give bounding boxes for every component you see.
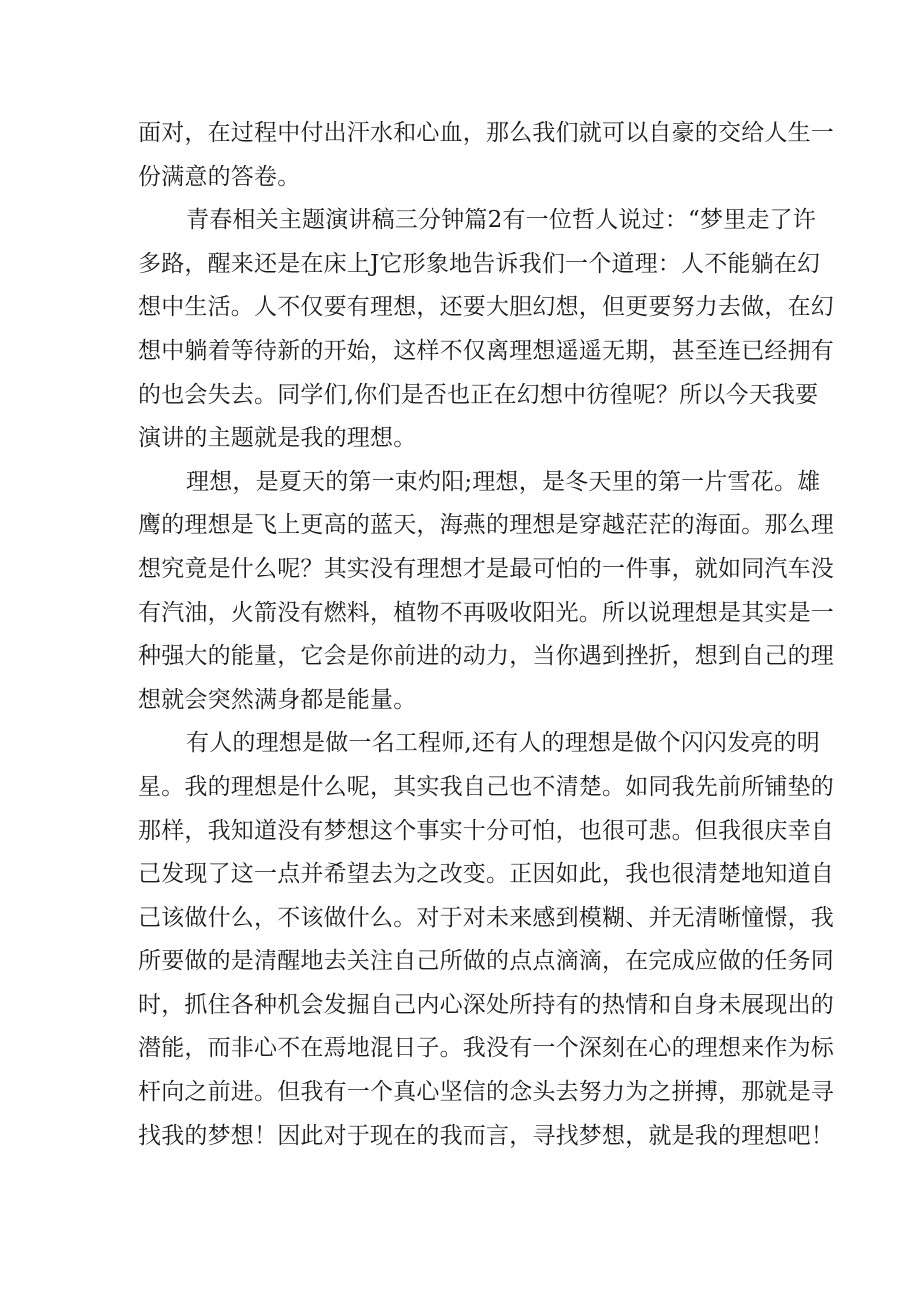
text-line: 杆向之前进。但我有一个真心坚信的念头去努力为之拼搏，那就是寻 (138, 1079, 834, 1106)
text-line: 那样，我知道没有梦想这个事实十分可怕，也很可悲。但我很庆幸自 (138, 817, 834, 844)
text-line: 面对，在过程中付出汗水和心血，那么我们就可以自豪的交给人生一 (138, 120, 834, 146)
paragraph-4 (138, 722, 834, 1158)
text-line: 时，抓住各种机会发掘自己内心深处所持有的热情和自身未展现出的 (138, 991, 834, 1018)
text-line: 潜能，而非心不在焉地混日子。我没有一个深刻在心的理想来作为标 (138, 1035, 834, 1062)
document-page (138, 112, 834, 1158)
paragraph-2 (138, 199, 834, 461)
text-line: 演讲的主题就是我的理想。 (138, 425, 417, 452)
text-line: 份满意的答卷。 (138, 163, 301, 190)
text-line: 有汽油，火箭没有燃料，植物不再吸收阳光。所以说理想是其实是一 (138, 599, 834, 626)
text-line: 己发现了这一点并希望去为之改变。正因如此，我也很清楚地知道自 (138, 861, 834, 888)
paragraph-1 (138, 112, 834, 199)
paragraph-3 (138, 461, 834, 723)
text-line: 多路，醒来还是在床上J它形象地告诉我们一个道理：人不能躺在幻 (138, 250, 821, 277)
text-line: 星。我的理想是什么呢，其实我自己也不清楚。如同我先前所铺垫的 (138, 773, 834, 800)
text-line: 找我的梦想！因此对于现在的我而言，寻找梦想，就是我的理想吧！ (138, 1122, 834, 1149)
text-line: 想究竟是什么呢？其实没有理想才是最可怕的一件事，就如同汽车没 (138, 555, 834, 582)
text-line: 鹰的理想是飞上更高的蓝天，海燕的理想是穿越茫茫的海面。那么理 (138, 512, 834, 539)
text-line: 己该做什么，不该做什么。对于对未来感到模糊、并无清晰憧憬，我 (138, 904, 834, 931)
text-line: 种强大的能量，它会是你前进的动力，当你遇到挫折，想到自己的理 (138, 643, 834, 670)
text-line: 想中生活。人不仅要有理想，还要大胆幻想，但更要努力去做，在幻 (138, 294, 834, 321)
text-line: 的也会失去。同学们,你们是否也正在幻想中彷徨呢？所以今天我要 (138, 381, 819, 408)
text-line: 想就会突然满身都是能量。 (138, 686, 417, 713)
text-line: 有人的理想是做一名工程师,还有人的理想是做个闪闪发亮的明 (186, 730, 820, 757)
text-line: 青春相关主题演讲稿三分钟篇2有一位哲人说过：“梦里走了许 (186, 207, 816, 234)
text-line: 所要做的是清醒地去关注自己所做的点点滴滴，在完成应做的任务同 (138, 948, 834, 975)
text-line: 想中躺着等待新的开始，这样不仅离理想遥遥无期，甚至连已经拥有 (138, 337, 834, 364)
text-line: 理想，是夏天的第一束灼阳;理想，是冬天里的第一片雪花。雄 (186, 468, 821, 495)
